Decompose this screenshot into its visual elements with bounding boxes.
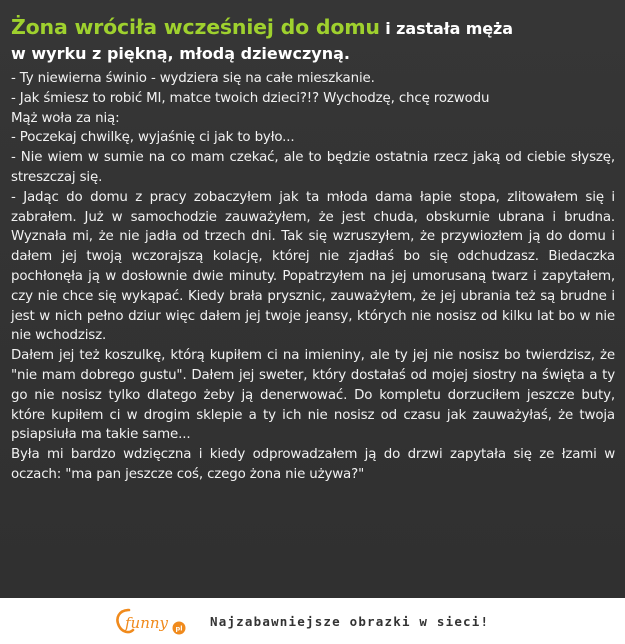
story-paragraph: - Ty niewierna świnio - wydziera się na całe mieszkanie. — [11, 71, 375, 86]
headline-rest: i zastała męża — [379, 19, 513, 38]
story-paragraph: - Jadąc do domu z pracy zobaczyłem jak ta młoda dama łapie stopa, zlitowałem się i zabrałem. Już w samochodzie zauważyłem, że jest chuda, obskurnie ubrana i brudna. Wyznała mi, że nie jadła od trzech dni. Tak się wzruszyłem, że przywiozłem ją do domu i dałem jej twoją wczorajszą kolację, której nie zjadłaś bo się odchudzasz. Biedaczka pochłonęła ją w dosłownie dwie minuty. Popatrzyłem na jej umorusaną twarz i zapytałem, czy nie chce się wykąpać. Kiedy brała prysznic, zauważyłem, że jej ubrania też są brudne i jest w nich pełno dziur więc dałem jej twoje jeansy, których nie nosisz od kilku lat bo w nie nie wchodzisz. — [11, 189, 615, 344]
headline-line2: w wyrku z piękną, młodą dziewczyną. — [11, 44, 350, 63]
story-paragraph: Była mi bardzo wdzięczna i kiedy odprowadzałem ją do drzwi zapytała się ze łzami w oczach: "ma pan jeszcze coś, czego żona nie używa?" — [11, 447, 615, 482]
footer — [0, 598, 625, 644]
story-paragraph: Mąż woła za nią: — [11, 110, 120, 126]
story-text — [11, 69, 615, 485]
story-paragraph: Dałem jej też koszulkę, którą kupiłem ci na imieniny, ale ty jej nie nosisz bo twierdzisz, że "nie mam dobrego gustu". Dałem jej sweter, który dostałaś od mojej siostry na święta a ty go nie nosisz tylko dlatego żeby ją denerwować. Do kompletu dorzuciłem jeszcze buty, które kupiłem ci w drogim sklepie a ty ich nie nosisz od czasu jak zauważyłaś, że twoja psiapsiuła ma takie same... — [11, 348, 615, 443]
footer-tagline: Najzabawniejsze obrazki w sieci! — [210, 614, 490, 629]
logo-text: funny — [125, 614, 169, 632]
funny-logo — [113, 604, 193, 638]
logo-badge-text: pl — [175, 624, 183, 633]
story-paragraph: - Jak śmiesz to robić MI, matce twoich dzieci?!? Wychodzę, chcę rozwodu — [11, 90, 490, 106]
story-paragraph: - Nie wiem w sumie na co mam czekać, ale to będzie ostatnia rzecz jaką od ciebie słyszę, streszczaj się. — [11, 150, 615, 185]
headline — [11, 16, 615, 65]
headline-main: Żona wróciła wcześniej do domu — [11, 15, 380, 39]
story-paragraph: - Poczekaj chwilkę, wyjaśnię ci jak to było... — [11, 130, 295, 146]
